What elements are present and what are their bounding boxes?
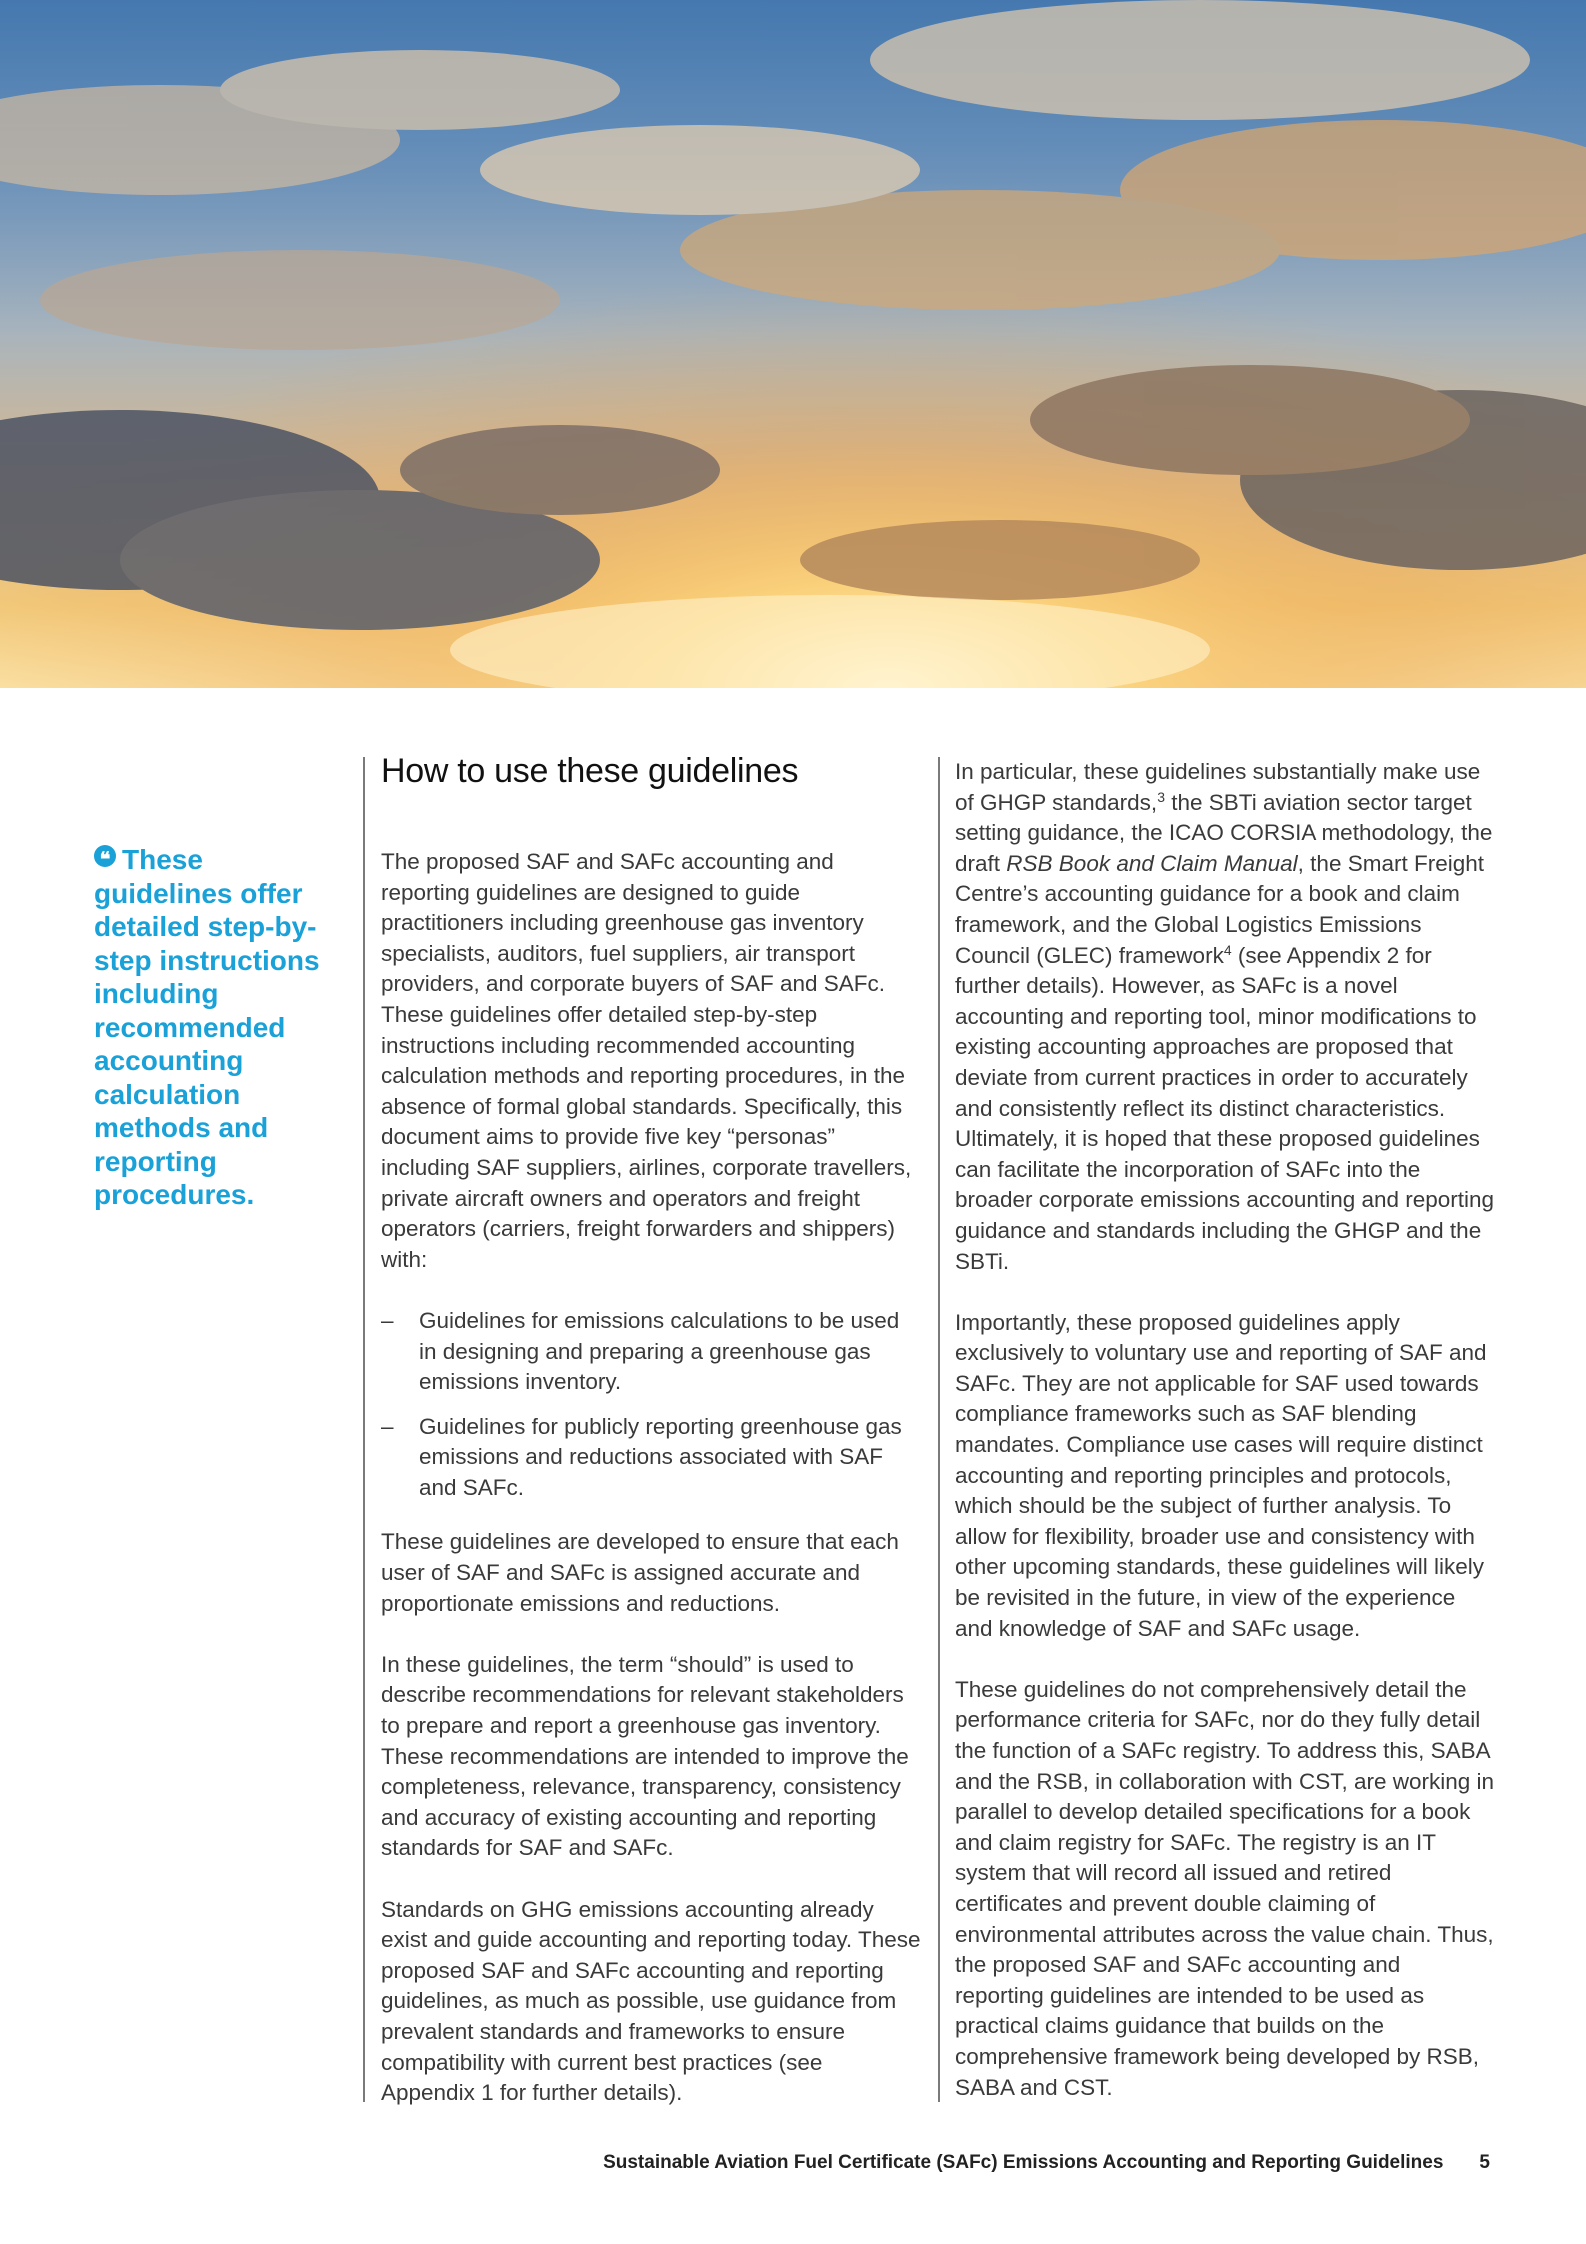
sky-clouds-illustration <box>0 0 1586 688</box>
pull-quote <box>94 843 346 1212</box>
bullet-list <box>381 1306 921 1504</box>
paragraph: The proposed SAF and SAFc accounting and reporting guidelines are designed to guide practitioners including greenhouse gas inventory specialists, auditors, fuel suppliers, air transport providers, and corporate buyers of SAF and SAFc. These guidelines offer detailed step-by-step instructions including recommended accounting calculation methods and reporting procedures, in the absence of formal global standards. Specifically, this document aims to provide five key “personas” including SAF suppliers, airlines, corporate travellers, private aircraft owners and operators and freight operators (carriers, freight forwarders and shippers) with: <box>381 849 912 1272</box>
dash-bullet: – <box>381 1413 394 1439</box>
text-run: , the Smart Freight Centre’s accounting guidance for a book and claim framework, and the Global Logistics Emissions Council (GLEC) framework <box>955 850 1484 968</box>
footnote-ref-3[interactable]: 3 <box>1157 788 1165 805</box>
paragraph: Importantly, these proposed guidelines apply exclusively to voluntary use and reporting of SAF and SAFc. They are not applicable for SAF used towards compliance frameworks such as SAF blending mandates. Compliance use cases will require distinct accounting and reporting principles and protocols, which should be the subject of further analysis. To allow for flexibility, broader use and consistency with other upcoming standards, these guidelines will likely be revisited in the future, in view of the experience and knowledge of SAF and SAFc usage. <box>955 1309 1487 1641</box>
paragraph: Standards on GHG emissions accounting already exist and guide accounting and reporting today. These proposed SAF and SAFc accounting and reporting guidelines, as much as possible, use guidance from prevalent standards and frameworks to ensure compatibility with current best practices (see Appendix 1 for further details). <box>381 1896 921 2106</box>
page-number: 5 <box>1479 2152 1490 2173</box>
list-item-text: Guidelines for emissions calculations to be used in designing and preparing a greenhouse gas emissions inventory. <box>419 1307 900 1395</box>
quote-icon: ❝ <box>94 845 116 867</box>
text-run: the SBTi aviation sector target setting guidance, the ICAO CORSIA methodology, the draft <box>955 789 1493 876</box>
list-item <box>381 1412 921 1504</box>
column-divider-right <box>938 757 940 2102</box>
footer-document-title: Sustainable Aviation Fuel Certificate (SAFc) Emissions Accounting and Reporting Guidelines <box>603 2152 1444 2173</box>
list-item <box>381 1306 921 1398</box>
text-run: In particular, these guidelines substantially make use of GHGP standards, <box>955 759 1481 815</box>
dash-bullet: – <box>381 1307 394 1333</box>
paragraph <box>955 757 1495 1277</box>
pull-quote-text: These guidelines offer detailed step-by-step instructions including recommended accounting calculation methods and reporting procedures. <box>94 844 320 1210</box>
paragraph: These guidelines do not comprehensively detail the performance criteria for SAFc, nor do they fully detail the function of a SAFc registry. To address this, SABA and the RSB, in collaboration with CST, are working in parallel to develop detailed specifications for a book and claim registry for SAFc. The registry is an IT system that will record all issued and retired certificates and prevent double claiming of environmental attributes across the value chain. Thus, the proposed SAF and SAFc accounting and reporting guidelines are intended to be used as practical claims guidance that builds on the comprehensive framework being developed by RSB, SABA and CST. <box>955 1676 1495 2100</box>
footnote-ref-4[interactable]: 4 <box>1223 941 1232 958</box>
section-heading: How to use these guidelines <box>381 752 799 790</box>
text-run: (see Appendix 2 for further details). However, as SAFc is a novel accounting and reporting tool, minor modifications to existing accounting approaches are proposed that deviate from current practices in order to accurately and consistently reflect its distinct characteristics. Ultimately, it is hoped that these proposed guidelines can facilitate the incorporation of SAFc into the broader corporate emissions accounting and reporting guidance and standards including the GHGP and the SBTi. <box>955 942 1495 1274</box>
page-footer <box>560 2152 1490 2174</box>
column-divider-left <box>363 757 365 2102</box>
hero-sky-photo <box>0 0 1586 688</box>
list-item-text: Guidelines for publicly reporting greenhouse gas emissions and reductions associated with SAF and SAFc. <box>419 1413 902 1500</box>
document-title-italic: RSB Book and Claim Manual <box>1006 850 1298 876</box>
paragraph: In these guidelines, the term “should” is used to describe recommendations for relevant stakeholders to prepare and report a greenhouse gas inventory. These recommendations are intended to improve the completeness, relevance, transparency, consistency and accuracy of existing accounting and reporting standards for SAF and SAFc. <box>381 1651 909 1861</box>
left-text-column <box>381 847 921 2139</box>
paragraph: These guidelines are developed to ensure that each user of SAF and SAFc is assigned accurate and proportionate emissions and reductions. <box>381 1529 899 1616</box>
right-text-column <box>955 757 1495 2134</box>
